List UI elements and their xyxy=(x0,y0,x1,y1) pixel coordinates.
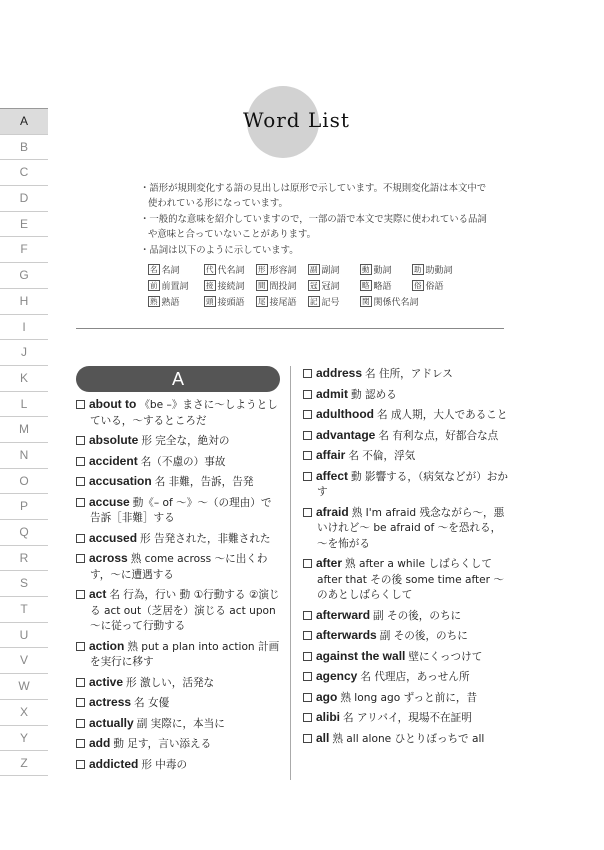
checkbox[interactable] xyxy=(303,652,312,661)
pos-abbr-box: 頭 xyxy=(206,297,214,306)
checkbox[interactable] xyxy=(76,436,85,445)
pos-legend-item xyxy=(360,264,412,279)
word-entry xyxy=(303,407,508,424)
entry-word: addicted xyxy=(89,756,139,771)
checkbox[interactable] xyxy=(76,498,85,507)
pos-legend-item xyxy=(256,296,308,311)
entry-word: action xyxy=(89,638,125,653)
entry-word: about to xyxy=(89,397,137,411)
checkbox[interactable] xyxy=(76,719,85,728)
pos-label: 前置詞 xyxy=(161,282,189,292)
section-divider xyxy=(76,328,504,329)
checkbox[interactable] xyxy=(76,698,85,707)
checkbox[interactable] xyxy=(303,611,312,620)
entry-word: against the wall xyxy=(316,648,406,663)
entry-definition: 形 激しい，活発な xyxy=(126,676,215,689)
word-entry xyxy=(76,551,280,583)
alphabet-tab-k[interactable]: K xyxy=(0,365,48,391)
word-list-right-column xyxy=(303,366,508,751)
word-entry xyxy=(76,675,280,692)
entry-definition: 《be –》まさに～しようとしている，～するところだ xyxy=(90,399,278,427)
checkbox[interactable] xyxy=(76,642,85,651)
checkbox[interactable] xyxy=(303,559,312,568)
entry-definition: 動《– of ～》～（の理由）で告訴［非難］する xyxy=(90,496,272,524)
entry-definition: 壁にくっつけて xyxy=(408,650,483,663)
alphabet-tab-y[interactable]: Y xyxy=(0,725,48,751)
checkbox[interactable] xyxy=(76,678,85,687)
checkbox[interactable] xyxy=(303,631,312,640)
word-entry xyxy=(76,397,280,429)
note-2: ・一般的な意味を紹介していますので，一部の語で本文で実際に使われている品詞や意味と合っていないことがあります。 xyxy=(140,214,487,240)
note-3: ・品詞は以下のように示しています。 xyxy=(140,245,299,256)
alphabet-tab-m[interactable]: M xyxy=(0,416,48,442)
note-1: ・語形が規則変化する語の見出しは原形で示しています。不規則変化語は本文中で使われている形になっています。 xyxy=(140,183,487,209)
word-entry xyxy=(303,387,508,404)
pos-abbr-box: 接 xyxy=(206,281,214,290)
pos-abbr-box: 俗 xyxy=(414,281,422,290)
entry-definition: 動 足す，言い添える xyxy=(113,738,212,750)
pos-label: 動詞 xyxy=(373,266,392,276)
word-entry xyxy=(76,757,280,774)
word-entry xyxy=(303,628,508,645)
alphabet-tab-w[interactable]: W xyxy=(0,673,48,699)
entry-word: actress xyxy=(89,695,132,709)
entry-definition: 熟 long ago ずっと前に，昔 xyxy=(340,691,478,704)
entry-word: adulthood xyxy=(316,407,374,421)
alphabet-tab-x[interactable]: X xyxy=(0,699,48,725)
word-entry xyxy=(303,669,508,686)
alphabet-tab-e[interactable]: E xyxy=(0,211,48,237)
entry-definition: 形 告発された，非難された xyxy=(140,532,271,545)
entry-word: act xyxy=(89,587,107,601)
pos-label: 副詞 xyxy=(321,266,340,276)
word-entry xyxy=(76,474,280,491)
pos-abbr-box: 副 xyxy=(310,265,318,274)
alphabet-index xyxy=(0,108,48,776)
word-entry xyxy=(303,366,508,383)
entry-definition: 形 完全な，絶対の xyxy=(141,435,230,447)
entry-word: agency xyxy=(316,669,358,683)
entry-word: affair xyxy=(316,448,346,462)
pos-abbr-box: 冠 xyxy=(310,281,318,290)
word-entry xyxy=(303,469,508,501)
alphabet-tab-d[interactable]: D xyxy=(0,185,48,211)
alphabet-tab-r[interactable]: R xyxy=(0,545,48,571)
word-entry xyxy=(76,454,280,471)
alphabet-tab-l[interactable]: L xyxy=(0,391,48,417)
entry-definition: 熟 I'm afraid 残念ながら～，悪いけれど～ be afraid of ～を恐れる，～を怖がる xyxy=(317,506,505,550)
alphabet-tab-n[interactable]: N xyxy=(0,442,48,468)
alphabet-tab-i[interactable]: I xyxy=(0,314,48,340)
checkbox[interactable] xyxy=(76,400,85,409)
alphabet-tab-o[interactable]: O xyxy=(0,468,48,494)
checkbox[interactable] xyxy=(303,431,312,440)
checkbox[interactable] xyxy=(303,693,312,702)
entry-definition: 熟 come across ～に出くわす，～に遭遇する xyxy=(90,553,268,581)
pos-abbr-box: 動 xyxy=(362,265,370,274)
pos-abbr-box: 名 xyxy=(150,265,158,274)
entry-word: accusation xyxy=(89,474,152,488)
pos-label: 名詞 xyxy=(161,266,180,276)
alphabet-tab-t[interactable]: T xyxy=(0,596,48,622)
checkbox[interactable] xyxy=(303,451,312,460)
pos-legend-item xyxy=(204,280,256,295)
checkbox[interactable] xyxy=(76,554,85,563)
entry-word: afterwards xyxy=(316,628,377,642)
pos-label: 熟語 xyxy=(161,298,180,308)
alphabet-tab-j[interactable]: J xyxy=(0,339,48,365)
word-entry xyxy=(303,428,508,445)
entry-word: accident xyxy=(89,453,138,468)
entry-definition: 名 有利な点，好都合な点 xyxy=(378,429,499,442)
entry-definition: 熟 after a while しばらくして after that その後 some time after ～のあとしばらくして xyxy=(317,558,504,601)
pos-label: 代名詞 xyxy=(217,266,245,276)
entry-definition: 形 中毒の xyxy=(141,758,188,771)
entry-word: affect xyxy=(316,468,349,483)
pos-legend-item xyxy=(204,264,256,279)
entry-word: advantage xyxy=(316,427,376,442)
checkbox[interactable] xyxy=(76,739,85,748)
checkbox[interactable] xyxy=(303,369,312,378)
pos-legend-item xyxy=(308,264,360,279)
pos-abbr-box: 形 xyxy=(258,265,266,274)
checkbox[interactable] xyxy=(76,477,85,486)
checkbox[interactable] xyxy=(303,472,312,481)
entry-word: all xyxy=(316,730,330,745)
pos-legend-item xyxy=(360,280,412,295)
pos-abbr-box: 助 xyxy=(414,265,422,274)
pos-legend xyxy=(148,264,490,311)
entry-definition: 副 実際に，本当に xyxy=(136,717,225,730)
word-entry xyxy=(76,587,280,635)
entry-definition: 名 成人期，大人であること xyxy=(376,409,508,421)
pos-abbr-box: 略 xyxy=(362,281,370,290)
pos-legend-item xyxy=(148,296,204,311)
entry-definition: 名 非難，告訴，告発 xyxy=(154,476,254,488)
pos-abbr-box: 前 xyxy=(150,281,158,290)
pos-label: 俗語 xyxy=(425,282,444,292)
word-entry xyxy=(303,731,508,748)
checkbox[interactable] xyxy=(303,672,312,681)
pos-legend-item xyxy=(308,280,360,295)
alphabet-tab-h[interactable]: H xyxy=(0,288,48,314)
entry-word: accused xyxy=(89,530,138,545)
alphabet-tab-a[interactable]: A xyxy=(0,108,48,134)
entry-word: after xyxy=(316,556,343,570)
pos-label: 間投詞 xyxy=(269,282,297,292)
entry-definition: 名 アリバイ，現場不在証明 xyxy=(343,712,472,724)
word-entry xyxy=(303,710,508,727)
entry-word: accuse xyxy=(89,494,130,509)
entry-definition: 熟 all alone ひとりぼっちで all xyxy=(332,732,485,745)
alphabet-tab-p[interactable]: P xyxy=(0,493,48,519)
alphabet-tab-q[interactable]: Q xyxy=(0,519,48,545)
pos-label: 記号 xyxy=(321,298,340,308)
section-letter-header: A xyxy=(76,366,280,392)
checkbox[interactable] xyxy=(76,457,85,466)
pos-legend-item xyxy=(412,264,472,279)
word-entry xyxy=(303,556,508,604)
notes-section xyxy=(140,181,490,311)
word-entry xyxy=(76,716,280,733)
pos-abbr-box: 関 xyxy=(362,297,370,306)
alphabet-tab-g[interactable]: G xyxy=(0,262,48,288)
pos-legend-item xyxy=(360,296,419,311)
pos-legend-item xyxy=(148,280,204,295)
checkbox[interactable] xyxy=(76,760,85,769)
pos-label: 接尾語 xyxy=(269,298,297,308)
checkbox[interactable] xyxy=(303,508,312,517)
entry-word: add xyxy=(89,736,111,750)
word-entry xyxy=(303,690,508,707)
checkbox[interactable] xyxy=(303,713,312,722)
entry-word: active xyxy=(89,674,124,689)
entry-definition: 動 認める xyxy=(351,388,397,401)
pos-legend-item xyxy=(308,296,360,311)
alphabet-tab-s[interactable]: S xyxy=(0,570,48,596)
entry-definition: 名 女優 xyxy=(134,697,170,709)
page-title: Word List xyxy=(243,108,350,132)
alphabet-tab-v[interactable]: V xyxy=(0,647,48,673)
entry-word: alibi xyxy=(316,710,341,724)
alphabet-tab-f[interactable]: F xyxy=(0,236,48,262)
pos-label: 形容詞 xyxy=(269,266,297,276)
entry-definition: 名 代理店，あっせん所 xyxy=(360,671,470,683)
pos-abbr-box: 間 xyxy=(258,281,266,290)
entry-word: absolute xyxy=(89,433,139,447)
word-list-left-column xyxy=(76,366,280,777)
entry-word: afterward xyxy=(316,607,371,622)
entry-word: ago xyxy=(316,689,338,704)
pos-abbr-box: 尾 xyxy=(258,297,266,306)
pos-abbr-box: 代 xyxy=(206,265,214,274)
pos-label: 冠詞 xyxy=(321,282,340,292)
entry-word: actually xyxy=(89,715,134,730)
pos-abbr-box: 記 xyxy=(310,297,318,306)
checkbox[interactable] xyxy=(303,410,312,419)
pos-legend-item xyxy=(204,296,256,311)
alphabet-tab-z[interactable]: Z xyxy=(0,750,48,776)
entry-definition: 名 不倫，浮気 xyxy=(348,450,416,462)
word-entry xyxy=(76,695,280,712)
word-entry xyxy=(76,531,280,548)
pos-label: 接続詞 xyxy=(217,282,245,292)
entry-word: across xyxy=(89,551,128,565)
checkbox[interactable] xyxy=(303,734,312,743)
pos-legend-item xyxy=(148,264,204,279)
column-divider xyxy=(290,366,291,780)
entry-definition: 名 行為，行い 動 ①行動する ②演じる act out（芝居を）演じる act upon ～に従って行動する xyxy=(90,589,280,632)
word-entry xyxy=(303,608,508,625)
word-entry xyxy=(76,495,280,527)
entry-word: admit xyxy=(316,386,349,401)
word-entry xyxy=(303,448,508,465)
word-entry xyxy=(76,433,280,450)
word-entry xyxy=(76,736,280,753)
entry-word: address xyxy=(316,366,363,380)
pos-label: 助動詞 xyxy=(425,266,453,276)
pos-legend-item xyxy=(412,280,472,295)
checkbox[interactable] xyxy=(76,590,85,599)
pos-label: 接頭語 xyxy=(217,298,245,308)
alphabet-tab-b[interactable]: B xyxy=(0,134,48,160)
entry-definition: 副 その後，のちに xyxy=(373,609,462,622)
word-entry xyxy=(303,649,508,666)
entry-definition: 副 その後，のちに xyxy=(379,630,468,642)
pos-label: 略語 xyxy=(373,282,392,292)
checkbox[interactable] xyxy=(76,534,85,543)
pos-legend-item xyxy=(256,280,308,295)
entry-definition: 動 影響する，（病気などが）おかす xyxy=(317,470,508,498)
checkbox[interactable] xyxy=(303,390,312,399)
alphabet-tab-u[interactable]: U xyxy=(0,622,48,648)
alphabet-tab-c[interactable]: C xyxy=(0,159,48,185)
pos-legend-item xyxy=(256,264,308,279)
entry-definition: 名（不慮の）事故 xyxy=(140,455,226,468)
pos-label: 関係代名詞 xyxy=(373,298,419,308)
pos-abbr-box: 熟 xyxy=(150,297,158,306)
word-entry xyxy=(303,505,508,553)
entry-definition: 熟 put a plan into action 計画を実行に移す xyxy=(90,640,280,668)
word-entry xyxy=(76,639,280,671)
entry-word: afraid xyxy=(316,504,349,519)
entry-definition: 名 住所，アドレス xyxy=(365,368,453,380)
